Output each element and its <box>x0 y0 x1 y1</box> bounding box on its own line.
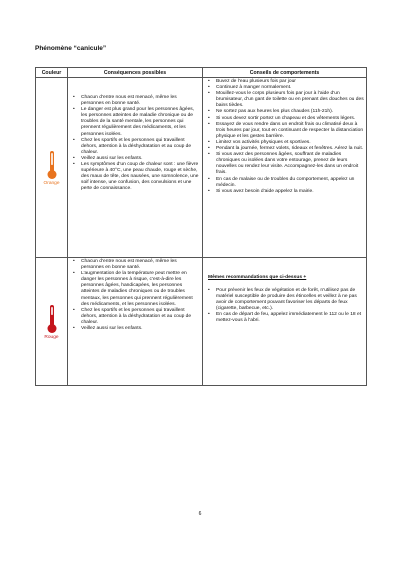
color-cell-rouge <box>36 258 68 386</box>
vigilance-table <box>35 67 367 386</box>
list-item: • Veillez aussi sur les enfants. <box>81 326 200 332</box>
consequences-cell-rouge <box>68 258 203 386</box>
list-item: • En cas de départ de feu, appelez immédiatement le 112 ou le 18 et mettez-vous à l’abri. <box>216 312 364 324</box>
page-title: Phénomène “canicule” <box>35 45 107 52</box>
header-conseils: Conseils de comportements <box>203 68 367 78</box>
list-item: • Essayez de vous rendre dans un endroit frais ou climatisé deux à trois heures par jour, tout en continuant de respecter la distanciation physique et les gestes barrière. <box>216 122 364 140</box>
thermometer-icon <box>47 150 57 180</box>
color-cell-orange <box>36 78 68 258</box>
table-row-orange <box>36 78 367 258</box>
color-label-orange: Orange <box>43 180 60 186</box>
thermometer-icon <box>47 304 57 334</box>
list-item: • Chez les sportifs et les personnes qui travaillent dehors, attention à la déshydratation et au coup de chaleur. <box>81 138 200 156</box>
table-header-row <box>36 68 367 78</box>
color-label-rouge: Rouge <box>44 334 59 340</box>
conseils-list-rouge <box>203 288 366 325</box>
list-item: • Chez les sportifs et les personnes qui travaillent dehors, attention à la déshydratation et au coup de chaleur. <box>81 308 200 326</box>
list-item: • Le danger est plus grand pour les personnes âgées, les personnes atteintes de maladie chronique ou de troubles de la santé mentale, les personnes qui prennent régulièrement des médicaments, et les personnes isolées. <box>81 107 200 137</box>
header-couleur: Couleur <box>36 68 68 78</box>
consequences-list-rouge <box>68 259 202 332</box>
list-item: • Les symptômes d’un coup de chaleur sont : une fièvre supérieure à 40°C, une peau chaude, rouge et sèche, des maux de tête, des nausées, une somnolence, une soif intense, une confusion, des convulsions et une perte de connaissance. <box>81 162 200 192</box>
consequences-cell-orange <box>68 78 203 258</box>
list-item: • Si vous avez des personnes âgées, souffrant de maladies chroniques ou isolées dans votre entourage, prenez de leurs nouvelles ou rendez leur visite. Accompagnez-les dans un endroit frais. <box>216 152 364 176</box>
list-item: • Si vous avez besoin d’aide appelez la mairie. <box>216 189 364 195</box>
list-item: • Pendant la journée, fermez volets, rideaux et fenêtres. Aérez la nuit. <box>216 146 364 152</box>
same-recommendations-heading: Mêmes recommandations que ci-dessus + <box>208 275 307 280</box>
list-item: • Buvez de l’eau plusieurs fois par jour <box>216 79 364 85</box>
list-item: • En cas de malaise ou de troubles du comportement, appelez un médecin. <box>216 177 364 189</box>
list-item: • L’augmentation de la température peut mettre en danger les personnes à risque, c’est-à-dire les personnes âgées, handicapées, les personnes atteintes de maladies chroniques ou de troubles mentaux, les personnes qui prennent régulièrement des médicaments, et les personnes isolées. <box>81 271 200 308</box>
list-item: • Si vous devez sortir portez un chapeau et des vêtements légers. <box>216 116 364 122</box>
list-item: • Ne sortez pas aux heures les plus chaudes (11h-21h). <box>216 109 364 115</box>
list-item: • Limitez vos activités physiques et sportives. <box>216 140 364 146</box>
consequences-list-orange <box>68 95 202 193</box>
list-item: • Veillez aussi sur les enfants. <box>81 156 200 162</box>
conseils-cell-orange <box>203 78 367 258</box>
list-item: • Pour prévenir les feux de végétation et de forêt, n’utilisez pas de matériel susceptible de produire des étincelles et veillez à ne pas avoir de comportement pouvant favoriser les départs de feux (cigarette, barbecue, etc.). <box>216 288 364 312</box>
header-consequences: Conséquences possibles <box>68 68 203 78</box>
list-item: • Chacun d’entre nous est menacé, même les personnes en bonne santé. <box>81 259 200 271</box>
conseils-cell-rouge <box>203 258 367 386</box>
conseils-list-orange <box>203 79 366 195</box>
list-item: • Continuez à manger normalement. <box>216 85 364 91</box>
list-item: • Chacun d’entre nous est menacé, même les personnes en bonne santé. <box>81 95 200 107</box>
page-number: 6 <box>198 511 202 517</box>
table-row-rouge <box>36 258 367 386</box>
list-item: • Mouillez-vous le corps plusieurs fois par jour à l’aide d’un brumisateur, d’un gant de toilette ou en prenant des douches ou des bains tièdes. <box>216 91 364 109</box>
